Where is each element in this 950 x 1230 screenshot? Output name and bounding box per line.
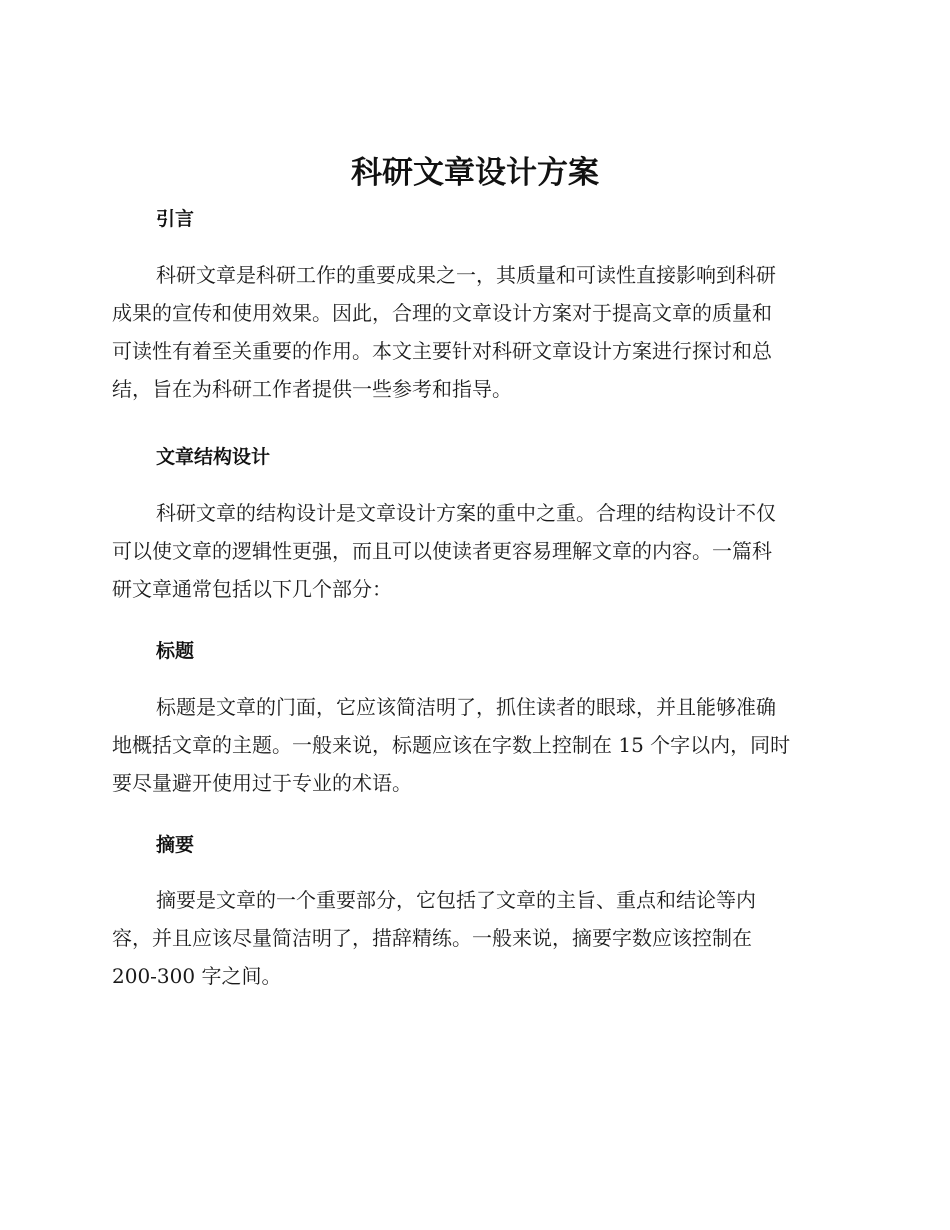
paragraph-line: 成果的宣传和使用效果。因此，合理的文章设计方案对于提高文章的质量和 bbox=[112, 301, 772, 325]
paragraph-line: 科研文章是科研工作的重要成果之一，其质量和可读性直接影响到科研 bbox=[156, 263, 776, 287]
section-paragraph-title bbox=[112, 688, 842, 802]
paragraph-line: 研文章通常包括以下几个部分： bbox=[112, 577, 392, 601]
paragraph-line: 可读性有着至关重要的作用。本文主要针对科研文章设计方案进行探讨和总 bbox=[112, 339, 772, 363]
section-paragraph-introduction bbox=[112, 256, 842, 408]
paragraph-line: 200-300 字之间。 bbox=[112, 964, 282, 988]
section-paragraph-abstract bbox=[112, 881, 842, 995]
paragraph-line: 地概括文章的主题。一般来说，标题应该在字数上控制在 15 个字以内，同时 bbox=[112, 733, 791, 757]
paragraph-line: 科研文章的结构设计是文章设计方案的重中之重。合理的结构设计不仅 bbox=[156, 501, 776, 525]
section-paragraph-structure-design bbox=[112, 494, 842, 608]
section-heading-introduction: 引言 bbox=[156, 208, 195, 230]
paragraph-line: 摘要是文章的一个重要部分，它包括了文章的主旨、重点和结论等内 bbox=[156, 888, 756, 912]
paragraph-line: 容，并且应该尽量简洁明了，措辞精练。一般来说，摘要字数应该控制在 bbox=[112, 926, 752, 950]
paragraph-line: 结，旨在为科研工作者提供一些参考和指导。 bbox=[112, 377, 512, 401]
paragraph-line: 要尽量避开使用过于专业的术语。 bbox=[112, 771, 412, 795]
section-heading-abstract: 摘要 bbox=[156, 834, 195, 856]
document-title: 科研文章设计方案 bbox=[351, 155, 599, 191]
section-heading-title: 标题 bbox=[156, 640, 195, 662]
section-heading-structure-design: 文章结构设计 bbox=[156, 446, 271, 468]
paragraph-line: 可以使文章的逻辑性更强，而且可以使读者更容易理解文章的内容。一篇科 bbox=[112, 539, 772, 563]
paragraph-line: 标题是文章的门面，它应该简洁明了，抓住读者的眼球，并且能够准确 bbox=[156, 695, 776, 719]
